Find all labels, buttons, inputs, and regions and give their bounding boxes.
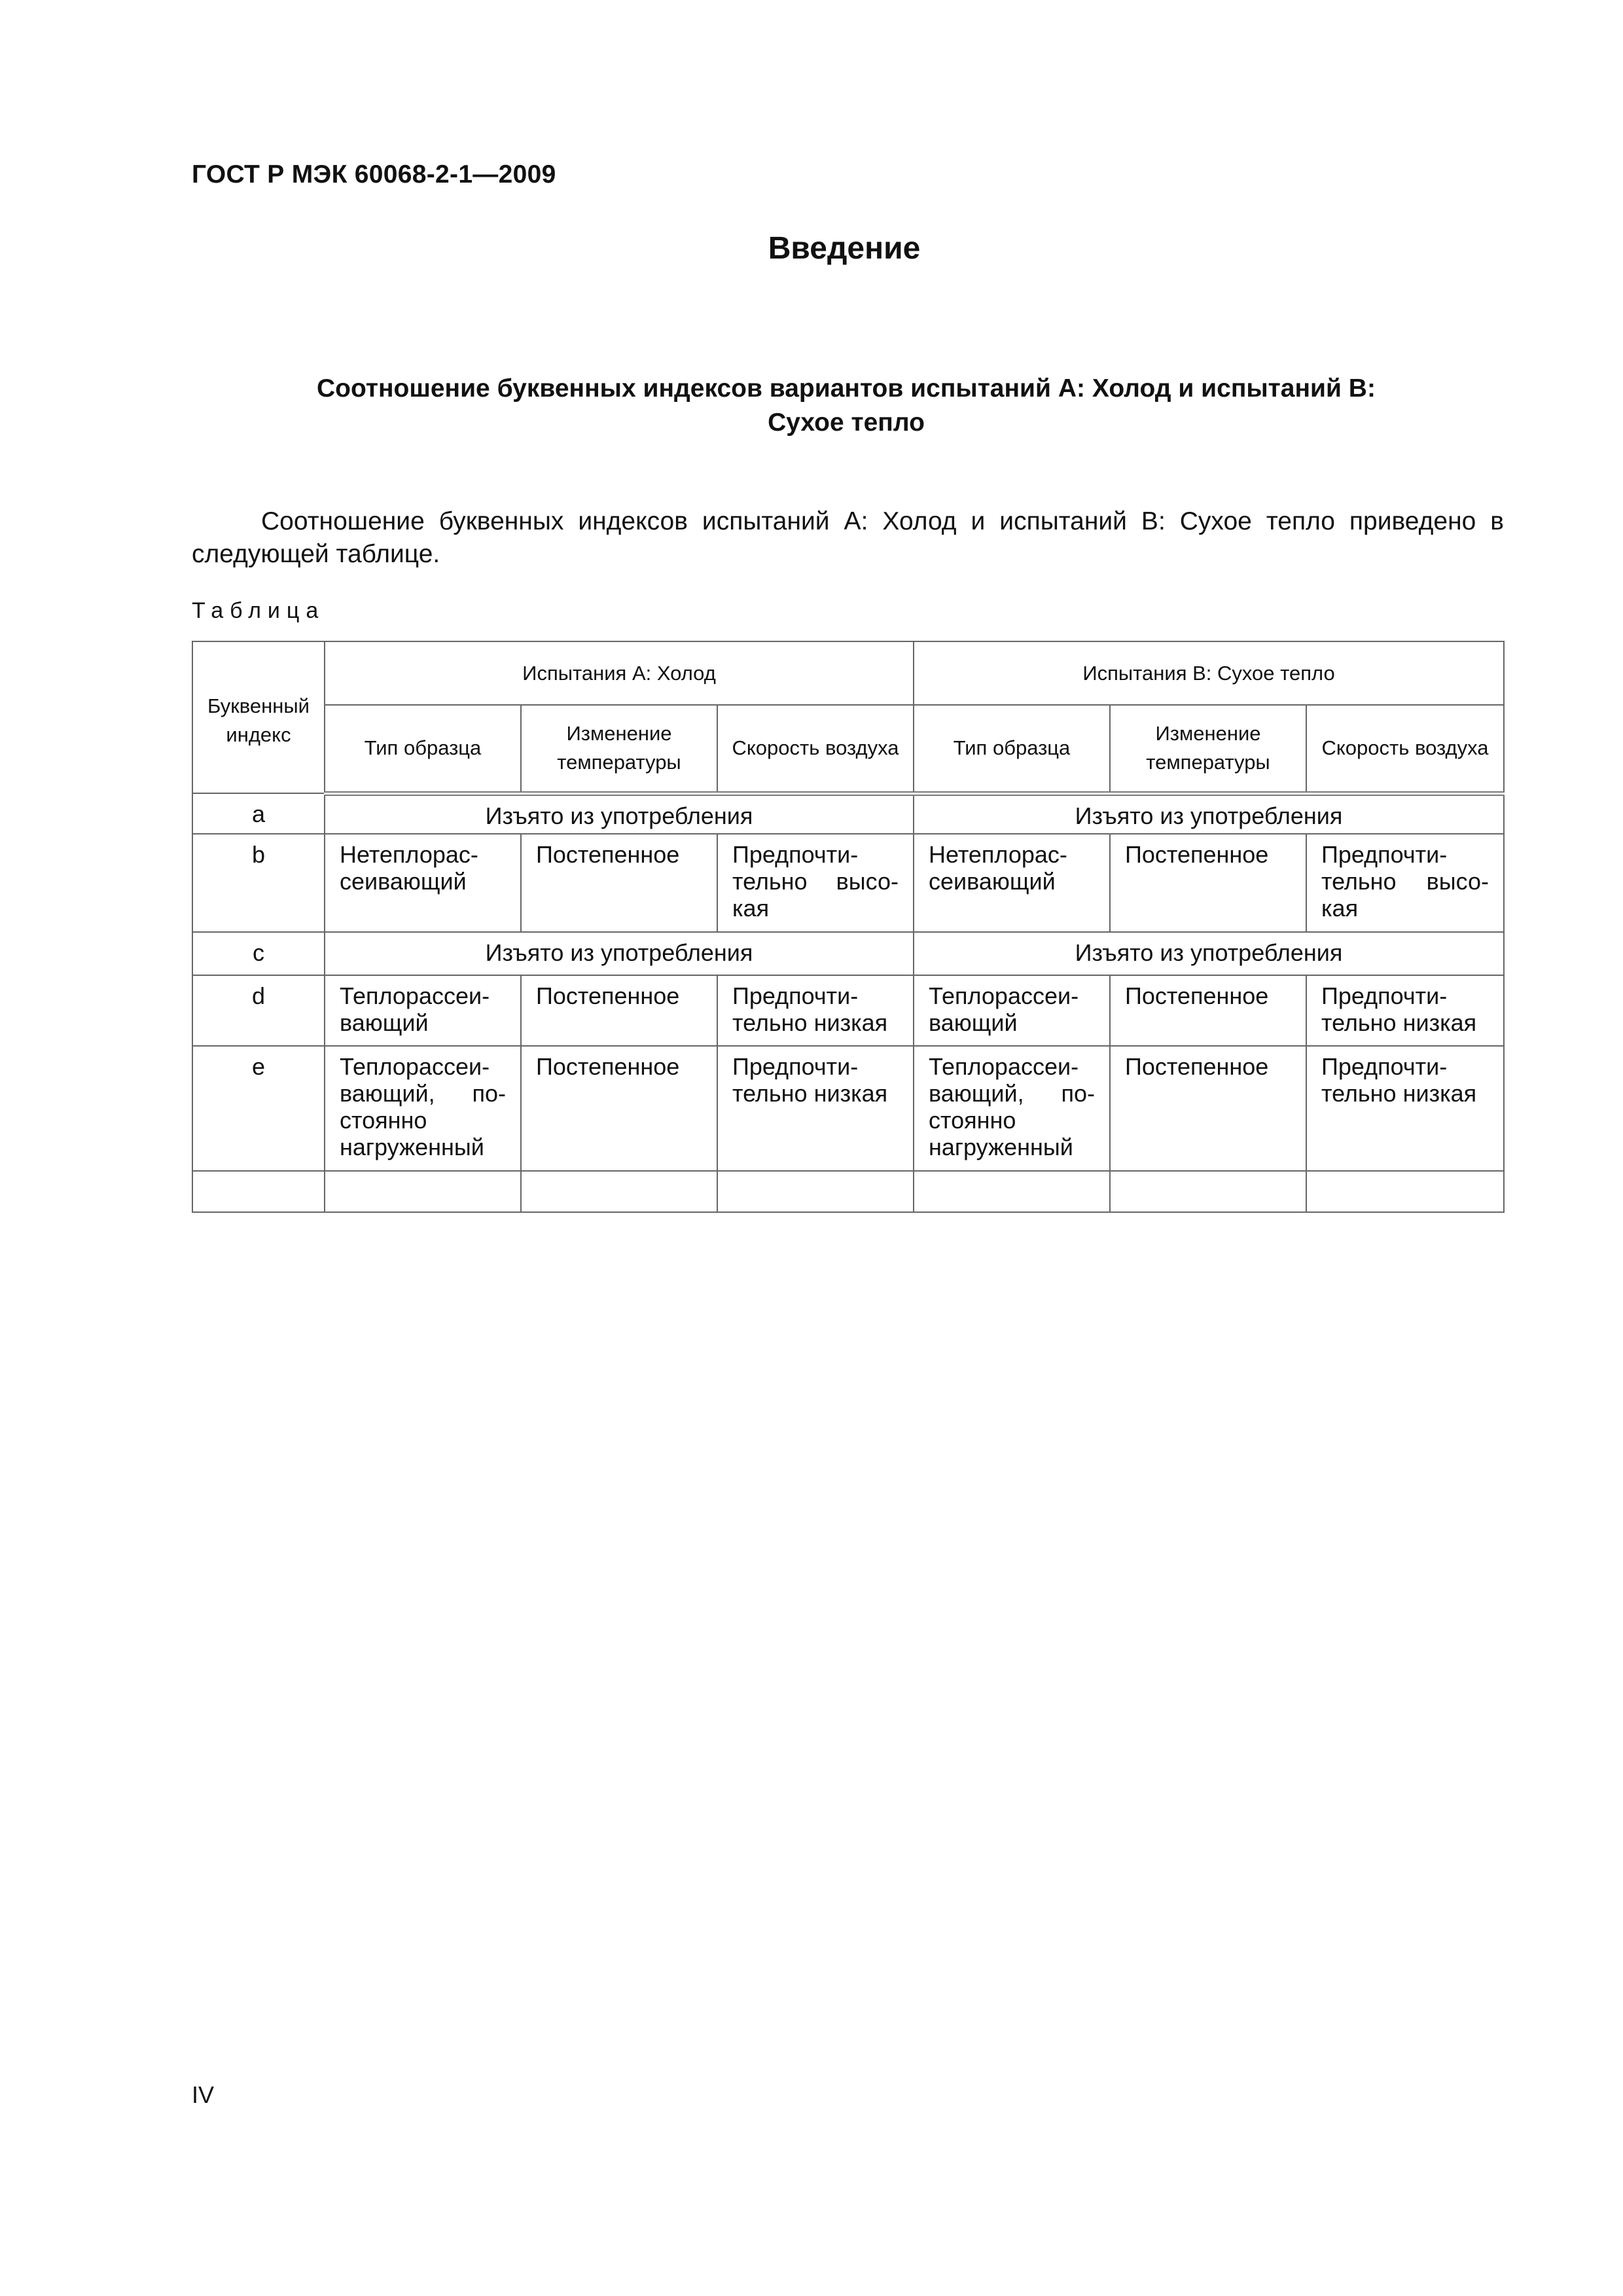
table-row-d <box>192 975 1504 1046</box>
document-header: ГОСТ Р МЭК 60068-2-1—2009 <box>192 160 556 188</box>
empty-cell <box>914 1171 1110 1212</box>
withdrawn-note-a: Изъято из употребления <box>325 793 914 834</box>
cell-a-air-speed: Предпочти-тельно высо-кая <box>717 834 914 932</box>
cell-b-temp-change: Постепенное <box>1110 834 1306 932</box>
page-title: Введение <box>768 231 921 266</box>
header-index-label: Буквенный индекс <box>207 694 310 746</box>
comparison-table <box>192 641 1505 1213</box>
header-group-b: Испытания B: Сухое тепло <box>914 641 1504 705</box>
header-group-a: Испытания A: Холод <box>325 641 914 705</box>
section-title-line-2: Сухое тепло <box>768 408 925 437</box>
page-number: IV <box>192 2081 215 2108</box>
header-row-sub <box>192 705 1504 793</box>
row-index: a <box>192 793 325 834</box>
section-title <box>192 372 1501 440</box>
header-b-sample-type: Тип образца <box>914 705 1110 793</box>
cell-b-air-speed: Предпочти-тельно высо-кая <box>1306 834 1504 932</box>
withdrawn-note-b: Изъято из употребления <box>914 793 1504 834</box>
empty-cell <box>717 1171 914 1212</box>
cell-b-sample-type: Теплорассеи-вающий, по-стоянно нагруженный <box>914 1046 1110 1171</box>
table-row-empty <box>192 1171 1504 1212</box>
empty-cell <box>325 1171 521 1212</box>
header-row-groups <box>192 641 1504 705</box>
cell-a-sample-type: Нетеплорас-сеивающий <box>325 834 521 932</box>
empty-cell <box>1306 1171 1504 1212</box>
header-index <box>192 641 325 793</box>
intro-paragraph: Соотношение буквенных индексов испытаний A: Холод и испытаний B: Сухое тепло приведено в следующей таблице. <box>192 507 1504 568</box>
header-a-sample-type: Тип образца <box>325 705 521 793</box>
section-title-line-1: Соотношение буквенных индексов вариантов испытаний A: Холод и испытаний B: <box>317 374 1376 403</box>
cell-b-air-speed: Предпочти-тельно низкая <box>1306 975 1504 1046</box>
header-b-temp-change: Изменение температуры <box>1110 705 1306 793</box>
cell-a-temp-change: Постепенное <box>521 834 717 932</box>
row-index: c <box>192 932 325 975</box>
cell-b-air-speed: Предпочти-тельно низкая <box>1306 1046 1504 1171</box>
cell-b-sample-type: Нетеплорас-сеивающий <box>914 834 1110 932</box>
table-row-c <box>192 932 1504 975</box>
row-index: b <box>192 834 325 932</box>
withdrawn-note-b: Изъято из употребления <box>914 932 1504 975</box>
table-row-a <box>192 793 1504 834</box>
cell-a-air-speed: Предпочти-тельно низкая <box>717 1046 914 1171</box>
empty-cell <box>521 1171 717 1212</box>
cell-b-sample-type: Теплорассеи-вающий <box>914 975 1110 1046</box>
cell-a-air-speed: Предпочти-тельно низкая <box>717 975 914 1046</box>
empty-cell <box>192 1171 325 1212</box>
header-a-air-speed: Скорость воздуха <box>717 705 914 793</box>
cell-a-sample-type: Теплорассеи-вающий, по-стоянно нагруженный <box>325 1046 521 1171</box>
cell-a-sample-type: Теплорассеи-вающий <box>325 975 521 1046</box>
empty-cell <box>1110 1171 1306 1212</box>
cell-a-temp-change: Постепенное <box>521 975 717 1046</box>
withdrawn-note-a: Изъято из употребления <box>325 932 914 975</box>
cell-b-temp-change: Постепенное <box>1110 975 1306 1046</box>
table-row-b <box>192 834 1504 932</box>
header-a-temp-change: Изменение температуры <box>521 705 717 793</box>
cell-b-temp-change: Постепенное <box>1110 1046 1306 1171</box>
row-index: d <box>192 975 325 1046</box>
header-b-air-speed: Скорость воздуха <box>1306 705 1504 793</box>
cell-a-temp-change: Постепенное <box>521 1046 717 1171</box>
row-index: e <box>192 1046 325 1171</box>
table-caption: Таблица <box>192 598 325 623</box>
table-row-e <box>192 1046 1504 1171</box>
